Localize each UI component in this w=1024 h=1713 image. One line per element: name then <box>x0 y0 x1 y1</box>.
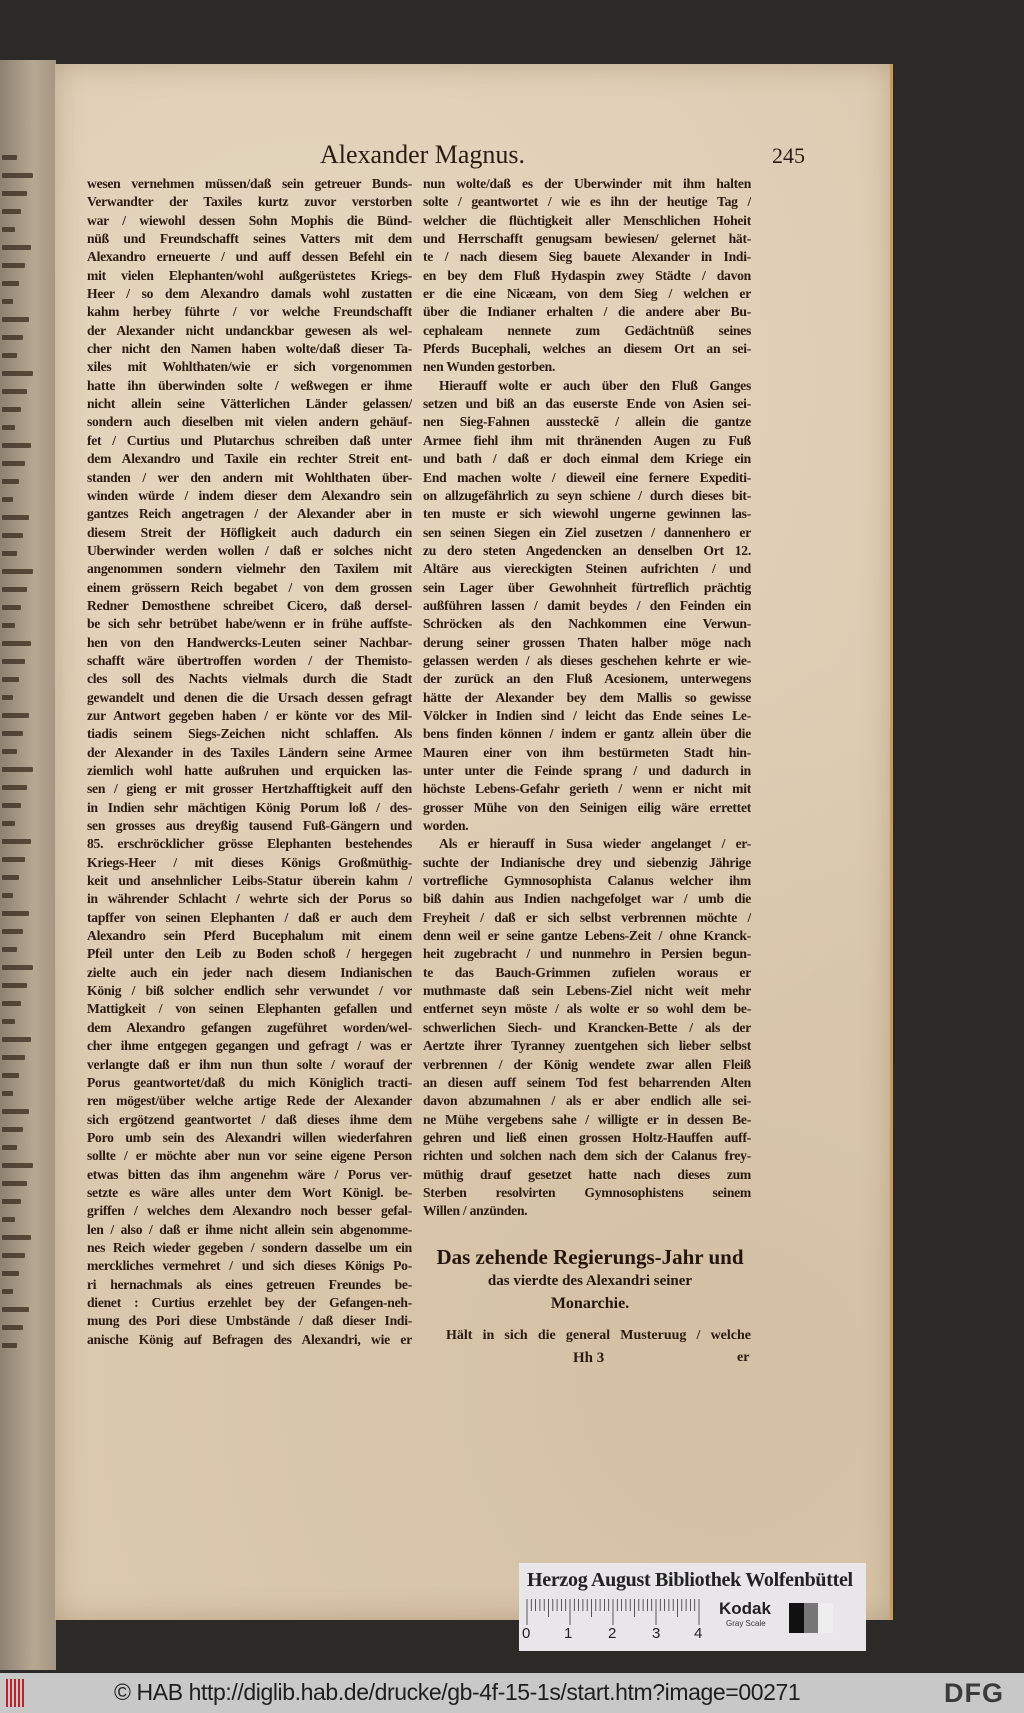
text-line: Alexandro erneuerte / und auff dessen Befehl ein <box>87 249 412 265</box>
text-line: nun wolte/daß es der Uberwinder mit ihm halten <box>423 176 751 191</box>
previous-page-text-fragment <box>2 227 15 232</box>
text-line: welcher die flüchtigkeit aller Menschlichen Hoheit <box>423 212 751 228</box>
previous-page-text-fragment <box>2 1217 15 1222</box>
previous-page-text-fragment <box>2 839 31 844</box>
text-line: verbrennen / der König wendete zwar allen Fleiß <box>423 1056 751 1072</box>
previous-page-edge <box>0 60 56 1670</box>
previous-page-text-fragment <box>2 425 15 430</box>
text-line: Hierauff wolte er auch über den Fluß Ganges <box>439 377 751 393</box>
text-line: ten muste er sich wiewohl ungerne gewinnen las- <box>423 506 751 522</box>
text-line: Völcker in Indien sind / leicht das Ende seines Le- <box>423 707 751 723</box>
running-head: Alexander Magnus. <box>320 140 526 169</box>
text-line: der Alexander in des Taxiles Ländern seine Armee <box>87 744 412 760</box>
text-line: denn weil er seine gantze Lebens-Zeit / ohne Kranck- <box>423 928 751 944</box>
text-line: cephaleam nennete zum Gedächtnüß seines <box>423 322 751 338</box>
previous-page-text-fragment <box>2 965 33 970</box>
text-line: fet / Curtius und Plutarchus schreiben daß unter <box>87 432 412 448</box>
text-line: entfernet seyn möste / als wolte er so wohl dem be- <box>423 1001 751 1017</box>
previous-page-text-fragment <box>2 1289 13 1294</box>
text-line: worden. <box>423 818 469 834</box>
text-line: sein Lager über Gewohnheit fürtreflich prächtig <box>423 579 751 595</box>
text-line: höchste Lebens-Gefahr gerieth / wenn er nicht mit <box>423 781 751 797</box>
text-line: ne Mühe vergebens sahe / willigte er in dessen Be- <box>423 1111 751 1127</box>
text-line: sich ergötzend geantwortet / daß dieses ihme dem <box>87 1111 412 1127</box>
previous-page-text-fragment <box>2 947 17 952</box>
text-line: Kriegs-Heer / mit dieses Königs Großmüthig- <box>87 854 412 870</box>
previous-page-text-fragment <box>2 1037 31 1042</box>
text-line: muthmaste daß sein Lebens-Ziel nicht weit mehr <box>423 983 751 999</box>
text-line: angenommen sondern vielmehr den Taxilem mit <box>87 561 412 577</box>
text-line: hatte ihn überwinden solte / weßwegen er ihme <box>87 377 412 393</box>
previous-page-text-fragment <box>2 1253 25 1258</box>
text-line: König / biß solcher endlich sehr verwundet / vor <box>87 983 412 999</box>
text-line: te / nach diesem Sieg bauete Alexander in Indi- <box>423 249 751 265</box>
text-line: ziemlich wohl hatte außruhen und erquicken las- <box>87 763 412 778</box>
text-line: sen / gieng er mit grosser Hertzhafftigkeit auff den <box>87 781 412 797</box>
text-line: Als er hierauff in Susa wieder angelanget / er- <box>439 836 751 852</box>
chapter-heading <box>430 1244 750 1316</box>
previous-page-text-fragment <box>2 857 25 862</box>
library-name: Herzog August Bibliothek Wolfenbüttel <box>527 1569 853 1591</box>
text-line: dem Alexandro und Taxile ein rechter Streit ent- <box>87 451 412 467</box>
chapter-heading-line: Das zehende Regierungs-Jahr und <box>436 1245 744 1269</box>
text-line: der Alexander nicht undanckbar gewesen als wel- <box>87 322 412 338</box>
previous-page-text-fragment <box>2 1163 33 1168</box>
text-line: davon abzumahnen / als er aber endlich alle sei- <box>423 1093 751 1109</box>
text-line: be sich sehr betrübet habe/wenn er in frühe auffste- <box>87 616 412 632</box>
catchword: er <box>737 1350 750 1365</box>
text-line: Altäre aus viereckigten Steinen aufrichten / und <box>423 561 751 577</box>
text-line: in währender Schlacht / wehrte sich der Porus so <box>87 891 412 907</box>
text-line: merckliches vermehret / und sich dieses Königs Po- <box>87 1258 412 1274</box>
previous-page-text-fragment <box>2 731 23 736</box>
previous-page-text-fragment <box>2 1271 19 1276</box>
previous-page-text-fragment <box>2 173 33 178</box>
previous-page-text-fragment <box>2 587 27 592</box>
text-line: gehren und ließ einen grossen Holtz-Hauffen auff- <box>423 1129 751 1145</box>
chapter-heading-line: das vierdte des Alexandri seiner <box>487 1273 693 1289</box>
previous-page-text-fragment <box>2 281 19 286</box>
text-line: einem grössern Reich begabet / von dem grossen <box>87 579 412 595</box>
text-line: dem Alexandro gefangen zugeführet worden/wel- <box>87 1019 412 1035</box>
previous-page-text-fragment <box>2 749 17 754</box>
previous-page-text-fragment <box>2 623 15 628</box>
previous-page-text-fragment <box>2 317 29 322</box>
text-line: schwerlichen Siech- und Krancken-Bette / als der <box>423 1019 751 1035</box>
text-line: tiadis seinem Siegs-Zeichen nicht schlaffen. Als <box>87 726 412 742</box>
ruler-number: 0 <box>522 1625 531 1642</box>
text-line: schafft wäre übertroffen worden / der Themisto- <box>87 652 412 668</box>
text-line: cher ihme entgegen gegangen und gefragt / was er <box>87 1038 412 1054</box>
text-line: Redner Demosthene schreibet Cicero, daß dersel- <box>87 597 412 613</box>
text-line: sondern auch dieselben mit vielen andern gehäuf- <box>87 414 412 430</box>
text-line: bens finden können / indem er gantz allein über die <box>423 726 751 742</box>
text-line: winden würde / indem dieser dem Alexandro sein <box>87 487 412 503</box>
text-line: Pfeil unter den Leib zu Boden schoß / hergegen <box>87 946 412 962</box>
text-line: Porus geantwortet/daß du mich Königlich tracti- <box>87 1074 412 1090</box>
previous-page-text-fragment <box>2 533 23 538</box>
signature-mark: Hh 3 <box>573 1350 605 1366</box>
text-line: derung seiner grossen Thaten halber möge nach <box>423 634 751 650</box>
text-line: nüß und Freundschafft seines Vatters mit dem <box>87 231 412 247</box>
previous-page-text-fragment <box>2 443 31 448</box>
text-line: keit und ansehnlicher Leibs-Statur überein kahm / <box>87 873 412 889</box>
text-line: diesem Streit der Höfligkeit auch dadurch ein <box>87 524 412 540</box>
right-text-column <box>423 175 751 1221</box>
previous-page-text-fragment <box>2 803 21 808</box>
dfg-logo: DFG <box>944 1678 1004 1708</box>
text-line: solte / geantwortet / wie es ihn der heutige Tag / <box>423 194 751 210</box>
text-line: gantzes Reich angetragen / der Alexander aber in <box>87 506 412 522</box>
text-line: mit vielen Elephanten/wohl außgerüstetes Kriegs- <box>87 267 412 283</box>
text-line: und Herrschafft genugsam bewiesen/ gelernet hät- <box>423 231 751 247</box>
ruler-number: 4 <box>694 1625 703 1642</box>
previous-page-text-fragment <box>2 461 25 466</box>
chapter-summary-line: Hält in sich die general Musteruug / welche <box>446 1328 751 1343</box>
text-line: etwas bitten das ihm angenehm wäre / Porus ver- <box>87 1166 412 1182</box>
page-number: 245 <box>772 143 805 168</box>
text-line: anische König auf Befragen des Alexandri, wie er <box>87 1331 412 1347</box>
previous-page-text-fragment <box>2 353 17 358</box>
previous-page-text-fragment <box>2 209 21 214</box>
text-line: müthig drauf gesetzet hatte nach dieses zum <box>423 1166 751 1182</box>
text-line: sen seinen Siegen ein Ziel zusetzen / dannenhero er <box>423 524 751 540</box>
previous-page-text-fragment <box>2 929 23 934</box>
previous-page-text-fragment <box>2 677 19 682</box>
previous-page-text-fragment <box>2 767 33 772</box>
library-scale-card <box>519 1563 866 1651</box>
text-line: der zurück an den Fluß Acesionem, unterwegens <box>423 671 751 687</box>
text-line: sollte / er möchte aber nun vor seine eigene Person <box>87 1148 412 1164</box>
text-line: war / wiewohl dessen Sohn Mophis die Bünd- <box>87 212 412 228</box>
text-line: nen Wunden gestorben. <box>423 359 556 375</box>
text-line: ri hernachmals als eines getreuen Freundes be- <box>87 1276 412 1292</box>
previous-page-text-fragment <box>2 299 13 304</box>
text-line: tapffer von seinen Elephanten / daß er auch dem <box>87 909 412 925</box>
previous-page-text-fragment <box>2 785 27 790</box>
previous-page-text-fragment <box>2 1199 21 1204</box>
text-line: ren mögest/über welche artige Rede der Alexander <box>87 1093 412 1109</box>
previous-page-text-fragment <box>2 605 21 610</box>
kodak-logo: Kodak <box>719 1599 771 1618</box>
previous-page-text-fragment <box>2 1019 15 1024</box>
text-line: wesen vernehmen müssen/daß sein getreuer Bunds- <box>87 176 412 191</box>
text-line: on allzugefährlich zu seyn schiene / durch dieses bit- <box>423 487 751 503</box>
text-line: kahm herbey führte / vor welche Freundschafft <box>87 304 412 320</box>
text-line: Aertzte ihrer Tyranney zuentgehen sich lieber selbst <box>423 1038 751 1054</box>
ruler-numbers <box>522 1625 722 1645</box>
text-line: Heer / so dem Alexandro damals wohl zustatten <box>87 286 412 302</box>
previous-page-text-fragment <box>2 1325 23 1330</box>
text-line: biß dahin aus Indien nachgefolget war / umb die <box>423 891 751 907</box>
text-line: nes Reich wieder gegeben / sondern dasselbe um ein <box>87 1239 412 1255</box>
previous-page-text-fragment <box>2 515 29 520</box>
previous-page-text-fragment <box>2 875 19 880</box>
ruler-scale <box>525 1599 705 1625</box>
text-line: über die Indianer erhalten / die andere aber Bu- <box>423 304 751 320</box>
previous-page-text-fragment <box>2 1001 21 1006</box>
text-line: standen / wer den andern mit Wohlthaten über- <box>87 469 412 485</box>
page-edge <box>890 64 893 1620</box>
text-line: cher nicht den Namen haben wolte/daß dieser Ta- <box>87 341 412 357</box>
text-line: heit zugebracht / und nunmehro in Persien begun- <box>423 946 751 962</box>
text-line: zur Antwort gegeben haben / er könte vor des Mil- <box>87 707 412 723</box>
text-line: Schröcken als den Nachkommen eine Verwun- <box>423 616 751 632</box>
text-line: hätte der Alexander bey dem Mallis so gewisse <box>423 689 751 705</box>
previous-page-text-fragment <box>2 1127 23 1132</box>
hab-logo-icon <box>6 1679 26 1707</box>
previous-page-text-fragment <box>2 389 27 394</box>
footer-bar <box>0 1673 1024 1713</box>
previous-page-text-fragment <box>2 1055 25 1060</box>
previous-page-text-fragment <box>2 911 29 916</box>
ruler-number: 1 <box>564 1625 573 1642</box>
text-line: Pferds Bucephali, welches an diesem Ort an sei- <box>423 341 751 357</box>
text-line: Freyheit / daß er sich selbst verbrennen möchte / <box>423 909 751 925</box>
text-line: gelassen werden / als dieses geschehen kehrte er wie- <box>423 652 751 668</box>
text-line: nen Sieg-Fahnen aussteckẽ / allein die gantze <box>423 414 751 430</box>
previous-page-text-fragment <box>2 1307 29 1312</box>
previous-page-text-fragment <box>2 263 25 268</box>
chapter-heading-line: Monarchie. <box>550 1295 630 1312</box>
text-line: Sterben resolvirten Gymnosophistens seinem <box>423 1184 751 1200</box>
previous-page-text-fragment <box>2 569 33 574</box>
previous-page-text-fragment <box>2 659 25 664</box>
previous-page-text-fragment <box>2 371 33 376</box>
previous-page-text-fragment <box>2 1091 13 1096</box>
text-line: grosser Mühe von den Seinigen eilig wäre errettet <box>423 799 751 815</box>
text-line: setzte es wäre alles unter dem Wort Königl. be- <box>87 1184 412 1200</box>
left-text-column <box>87 175 412 1349</box>
previous-page-text-fragment <box>2 1145 17 1150</box>
previous-page-text-fragment <box>2 641 31 646</box>
previous-page-text-fragment <box>2 893 13 898</box>
previous-page-text-fragment <box>2 1343 17 1348</box>
text-line: suchte der Indianische drey und siebenzig Jährige <box>423 854 751 870</box>
text-line: Armee fiehl ihm mit thränenden Augen zu Fuß <box>423 432 751 448</box>
text-line: richten und solchen nach dem sich der Calanus frey- <box>423 1148 751 1164</box>
text-line: Poro umb sein des Alexandri willen wiederfahren <box>87 1129 412 1145</box>
text-line: zu dero steten Angedencken an denselben Ort 12. <box>423 542 751 558</box>
text-line: Mauren einer von ihm bestürmeten Stadt hin- <box>423 744 751 760</box>
text-line: außführen lassen / damit beydes / den Feinden ein <box>423 597 751 613</box>
text-line: te das Bauch-Grimmen zufielen woraus er <box>423 964 751 980</box>
ruler-number: 3 <box>652 1625 661 1642</box>
text-line: en bey dem Fluß Hydaspin zwey Städte / davon <box>423 267 751 283</box>
text-line: xiles mit Wohlthaten/wie er sich vorgenommen <box>87 359 412 375</box>
text-line: Uberwinder werden wollen / daß er solches nicht <box>87 542 412 558</box>
previous-page-text-fragment <box>2 821 15 826</box>
text-line: und bath / daß er doch einmal dem Kriege ein <box>423 451 751 467</box>
text-line: Willen / anzünden. <box>423 1203 528 1219</box>
previous-page-text-fragment <box>2 155 17 160</box>
ruler-number: 2 <box>608 1625 617 1642</box>
previous-page-text-fragment <box>2 983 27 988</box>
previous-page-text-fragment <box>2 245 31 250</box>
text-line: verlangte daß er ihm nun thun solte / worauf der <box>87 1056 412 1072</box>
previous-page-text-fragment <box>2 191 27 196</box>
previous-page-text-fragment <box>2 335 23 340</box>
text-line: unter unter die Feinde sprang / und dadurch in <box>423 763 751 778</box>
citation-link[interactable]: © HAB http://diglib.hab.de/drucke/gb-4f-15-1s/start.htm?image=00271 <box>114 1679 801 1705</box>
text-line: hen von den Handwercks-Leuten seiner Nachbar- <box>87 634 412 650</box>
text-line: an diesen auff seinem Tod fest beharrenden Alten <box>423 1074 751 1090</box>
gray-scale-label: Gray Scale <box>726 1619 766 1628</box>
gray-scale-swatches <box>789 1603 833 1633</box>
text-line: zielte auch ein jeder nach diesem Indianischen <box>87 964 412 980</box>
text-line: End machen wolte / dieweil eine fernere Expediti- <box>423 469 751 485</box>
previous-page-text-fragment <box>2 713 29 718</box>
text-line: 85. erschröcklicher grösse Elephanten bestehendes <box>87 836 412 852</box>
text-line: vortrefliche Gymnosophista Calanus welcher ihm <box>423 873 751 889</box>
text-line: Mattigkeit / von seinen Elephanten gefallen und <box>87 1001 412 1017</box>
text-line: in Indien sehr mächtigen König Porum loß / des- <box>87 799 412 815</box>
previous-page-text-fragment <box>2 407 21 412</box>
text-line: nicht allein seine Vätterlichen Länder gelassen/ <box>87 396 412 412</box>
text-line: griffen / welches dem Alexandro noch besser gefal- <box>87 1203 412 1219</box>
text-line: setzen und biß an das euserste Ende von Asien sei- <box>423 396 751 412</box>
text-line: er die eine Nicæam, von dem Sieg / welchen er <box>423 286 751 302</box>
text-line: mung des Pori diese Umbstände / daß dieser Indi- <box>87 1313 412 1329</box>
previous-page-text-fragment <box>2 1181 27 1186</box>
text-line: Alexandro sein Pferd Bucephalum mit einem <box>87 928 412 944</box>
previous-page-text-fragment <box>2 695 13 700</box>
previous-page-text-fragment <box>2 497 13 502</box>
text-line: len / also / daß er ihme nicht allein sein abgenomme- <box>87 1221 412 1237</box>
text-line: sen grosses aus dreyßig tausend Fuß-Gängern und <box>87 818 412 834</box>
previous-page-text-fragment <box>2 1073 19 1078</box>
text-line: Verwandter der Taxiles kurtz zuvor verstorben <box>87 194 412 210</box>
previous-page-text-fragment <box>2 1235 31 1240</box>
previous-page-text-fragment <box>2 479 19 484</box>
text-line: dienet : Curtius erzehlet bey der Gefangen-neh- <box>87 1294 412 1310</box>
previous-page-text-fragment <box>2 1109 29 1114</box>
text-line: cles soll des Nachts vielmals durch die Stadt <box>87 671 412 687</box>
previous-page-text-fragment <box>2 551 17 556</box>
text-line: gewandelt und denen die die Ursach dessen gefragt <box>87 689 412 705</box>
